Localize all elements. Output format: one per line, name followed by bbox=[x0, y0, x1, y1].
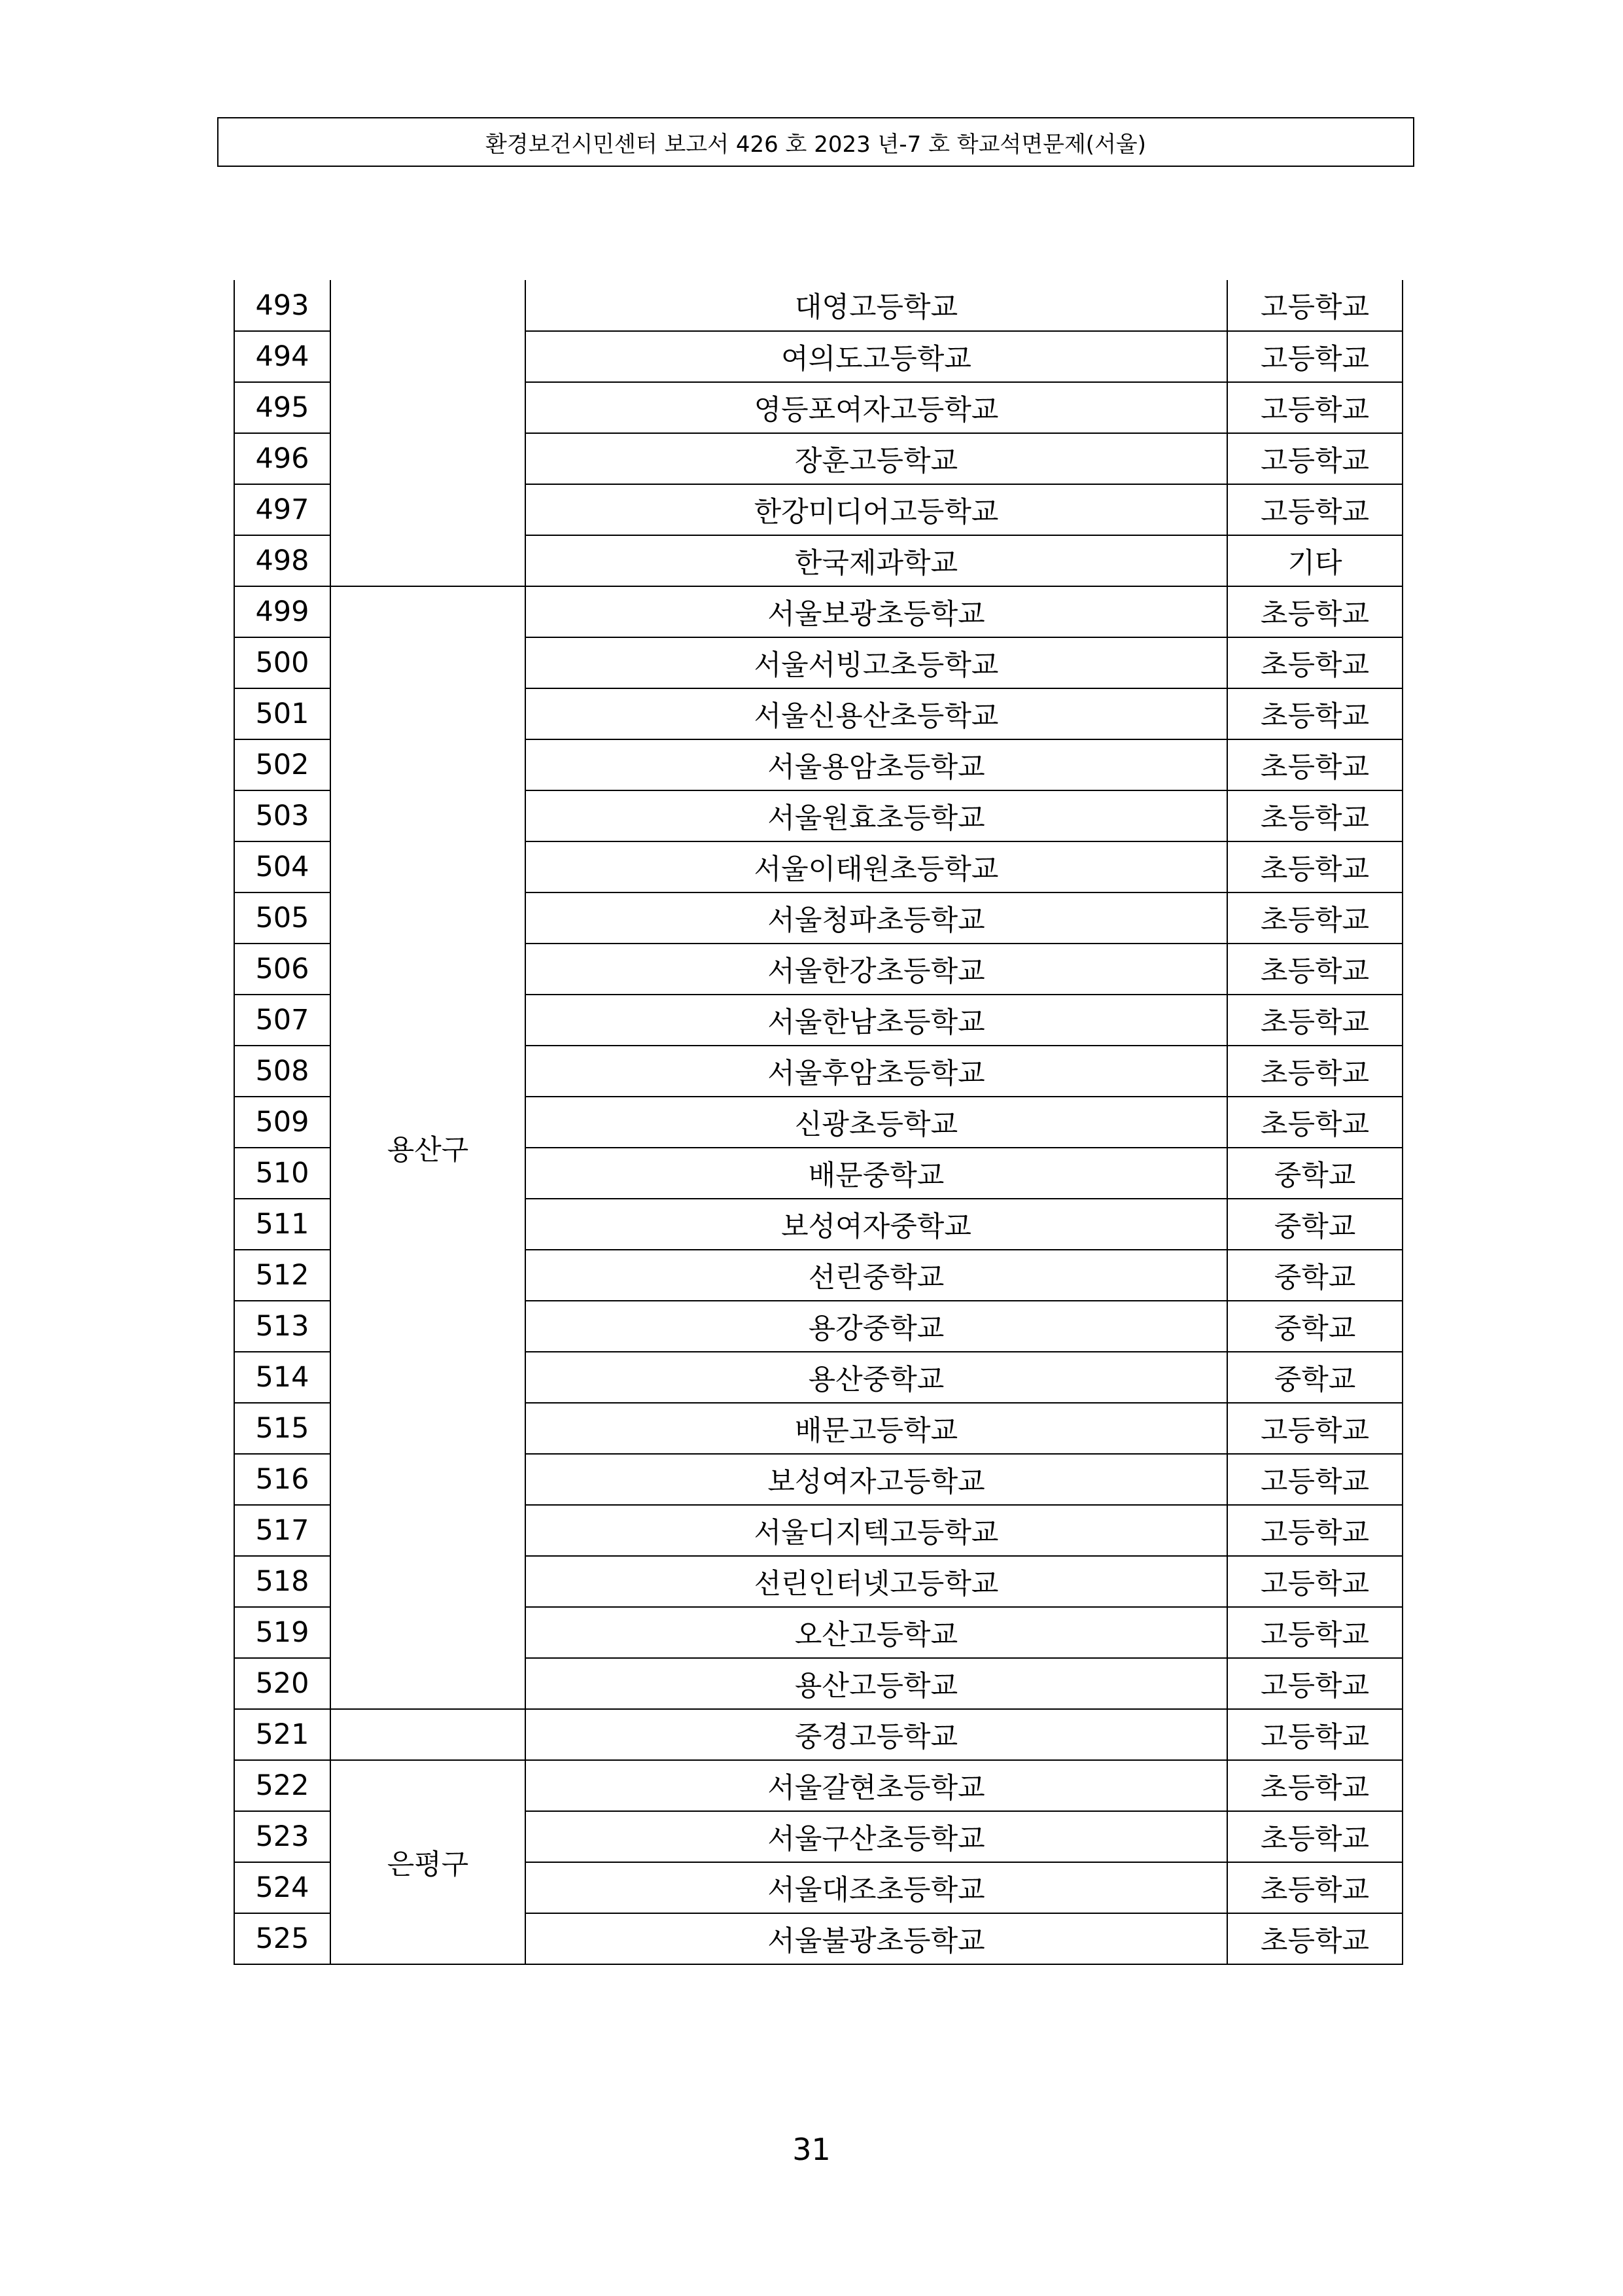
school-type-cell: 초등학교 bbox=[1227, 841, 1403, 892]
table-row bbox=[234, 280, 1403, 331]
district-cell: 용산구 bbox=[330, 586, 525, 1709]
school-type-cell: 중학교 bbox=[1227, 1148, 1403, 1199]
school-name-cell: 서울디지텍고등학교 bbox=[525, 1505, 1227, 1556]
table-row bbox=[234, 1709, 1403, 1760]
school-type-cell: 초등학교 bbox=[1227, 1811, 1403, 1862]
row-number-cell: 500 bbox=[234, 637, 330, 688]
row-number-cell: 495 bbox=[234, 382, 330, 433]
row-number-cell: 515 bbox=[234, 1403, 330, 1454]
school-type-cell: 고등학교 bbox=[1227, 1454, 1403, 1505]
row-number-cell: 503 bbox=[234, 790, 330, 841]
school-name-cell: 서울한강초등학교 bbox=[525, 944, 1227, 995]
row-number-cell: 524 bbox=[234, 1862, 330, 1913]
school-type-cell: 중학교 bbox=[1227, 1250, 1403, 1301]
row-number-cell: 508 bbox=[234, 1046, 330, 1097]
school-name-cell: 장훈고등학교 bbox=[525, 433, 1227, 484]
row-number-cell: 519 bbox=[234, 1607, 330, 1658]
school-type-cell: 고등학교 bbox=[1227, 1607, 1403, 1658]
school-name-cell: 서울청파초등학교 bbox=[525, 892, 1227, 944]
school-type-cell: 고등학교 bbox=[1227, 484, 1403, 535]
school-type-cell: 기타 bbox=[1227, 535, 1403, 586]
school-type-cell: 초등학교 bbox=[1227, 1760, 1403, 1811]
school-type-cell: 초등학교 bbox=[1227, 790, 1403, 841]
school-type-cell: 초등학교 bbox=[1227, 1097, 1403, 1148]
school-name-cell: 배문고등학교 bbox=[525, 1403, 1227, 1454]
district-cell: 은평구 bbox=[330, 1760, 525, 1964]
district-cell bbox=[330, 280, 525, 586]
row-number-cell: 496 bbox=[234, 433, 330, 484]
report-header bbox=[217, 117, 1414, 167]
district-cell bbox=[330, 1709, 525, 1760]
school-type-cell: 중학교 bbox=[1227, 1301, 1403, 1352]
school-type-cell: 초등학교 bbox=[1227, 892, 1403, 944]
row-number-cell: 523 bbox=[234, 1811, 330, 1862]
school-name-cell: 한국제과학교 bbox=[525, 535, 1227, 586]
school-name-cell: 오산고등학교 bbox=[525, 1607, 1227, 1658]
school-name-cell: 용강중학교 bbox=[525, 1301, 1227, 1352]
row-number-cell: 512 bbox=[234, 1250, 330, 1301]
school-type-cell: 초등학교 bbox=[1227, 586, 1403, 637]
school-type-cell: 고등학교 bbox=[1227, 1658, 1403, 1709]
row-number-cell: 502 bbox=[234, 739, 330, 790]
school-table bbox=[234, 280, 1403, 1965]
school-name-cell: 선린인터넷고등학교 bbox=[525, 1556, 1227, 1607]
row-number-cell: 499 bbox=[234, 586, 330, 637]
school-name-cell: 서울서빙고초등학교 bbox=[525, 637, 1227, 688]
school-name-cell: 보성여자고등학교 bbox=[525, 1454, 1227, 1505]
school-type-cell: 초등학교 bbox=[1227, 637, 1403, 688]
school-type-cell: 고등학교 bbox=[1227, 1403, 1403, 1454]
school-type-cell: 고등학교 bbox=[1227, 382, 1403, 433]
school-type-cell: 고등학교 bbox=[1227, 1709, 1403, 1760]
row-number-cell: 494 bbox=[234, 331, 330, 382]
school-name-cell: 서울이태원초등학교 bbox=[525, 841, 1227, 892]
row-number-cell: 521 bbox=[234, 1709, 330, 1760]
row-number-cell: 506 bbox=[234, 944, 330, 995]
school-type-cell: 중학교 bbox=[1227, 1352, 1403, 1403]
row-number-cell: 507 bbox=[234, 995, 330, 1046]
row-number-cell: 525 bbox=[234, 1913, 330, 1964]
report-header-title: 환경보건시민센터 보고서 426 호 2023 년-7 호 학교석면문제(서울) bbox=[485, 131, 1147, 158]
school-name-cell: 용산중학교 bbox=[525, 1352, 1227, 1403]
school-type-cell: 초등학교 bbox=[1227, 944, 1403, 995]
school-table-body bbox=[234, 280, 1403, 1964]
school-name-cell: 서울한남초등학교 bbox=[525, 995, 1227, 1046]
school-name-cell: 서울대조초등학교 bbox=[525, 1862, 1227, 1913]
school-type-cell: 고등학교 bbox=[1227, 331, 1403, 382]
row-number-cell: 497 bbox=[234, 484, 330, 535]
school-name-cell: 신광초등학교 bbox=[525, 1097, 1227, 1148]
page-number: 31 bbox=[792, 2132, 831, 2167]
school-type-cell: 고등학교 bbox=[1227, 1556, 1403, 1607]
school-name-cell: 선린중학교 bbox=[525, 1250, 1227, 1301]
school-name-cell: 보성여자중학교 bbox=[525, 1199, 1227, 1250]
row-number-cell: 517 bbox=[234, 1505, 330, 1556]
row-number-cell: 511 bbox=[234, 1199, 330, 1250]
row-number-cell: 509 bbox=[234, 1097, 330, 1148]
school-name-cell: 서울갈현초등학교 bbox=[525, 1760, 1227, 1811]
row-number-cell: 498 bbox=[234, 535, 330, 586]
school-type-cell: 초등학교 bbox=[1227, 739, 1403, 790]
school-type-cell: 초등학교 bbox=[1227, 688, 1403, 739]
table-row bbox=[234, 1760, 1403, 1811]
school-type-cell: 고등학교 bbox=[1227, 280, 1403, 331]
table-row bbox=[234, 586, 1403, 637]
row-number-cell: 504 bbox=[234, 841, 330, 892]
row-number-cell: 513 bbox=[234, 1301, 330, 1352]
school-name-cell: 용산고등학교 bbox=[525, 1658, 1227, 1709]
school-type-cell: 초등학교 bbox=[1227, 1046, 1403, 1097]
row-number-cell: 518 bbox=[234, 1556, 330, 1607]
school-name-cell: 서울신용산초등학교 bbox=[525, 688, 1227, 739]
school-name-cell: 서울용암초등학교 bbox=[525, 739, 1227, 790]
school-type-cell: 초등학교 bbox=[1227, 995, 1403, 1046]
school-name-cell: 서울보광초등학교 bbox=[525, 586, 1227, 637]
school-name-cell: 서울후암초등학교 bbox=[525, 1046, 1227, 1097]
school-name-cell: 여의도고등학교 bbox=[525, 331, 1227, 382]
school-type-cell: 초등학교 bbox=[1227, 1862, 1403, 1913]
row-number-cell: 510 bbox=[234, 1148, 330, 1199]
school-name-cell: 영등포여자고등학교 bbox=[525, 382, 1227, 433]
row-number-cell: 493 bbox=[234, 280, 330, 331]
row-number-cell: 522 bbox=[234, 1760, 330, 1811]
school-name-cell: 서울불광초등학교 bbox=[525, 1913, 1227, 1964]
school-name-cell: 중경고등학교 bbox=[525, 1709, 1227, 1760]
school-name-cell: 대영고등학교 bbox=[525, 280, 1227, 331]
row-number-cell: 516 bbox=[234, 1454, 330, 1505]
school-name-cell: 배문중학교 bbox=[525, 1148, 1227, 1199]
school-type-cell: 초등학교 bbox=[1227, 1913, 1403, 1964]
row-number-cell: 514 bbox=[234, 1352, 330, 1403]
school-type-cell: 중학교 bbox=[1227, 1199, 1403, 1250]
row-number-cell: 520 bbox=[234, 1658, 330, 1709]
row-number-cell: 505 bbox=[234, 892, 330, 944]
row-number-cell: 501 bbox=[234, 688, 330, 739]
school-name-cell: 서울구산초등학교 bbox=[525, 1811, 1227, 1862]
school-type-cell: 고등학교 bbox=[1227, 1505, 1403, 1556]
school-type-cell: 고등학교 bbox=[1227, 433, 1403, 484]
school-name-cell: 한강미디어고등학교 bbox=[525, 484, 1227, 535]
school-name-cell: 서울원효초등학교 bbox=[525, 790, 1227, 841]
